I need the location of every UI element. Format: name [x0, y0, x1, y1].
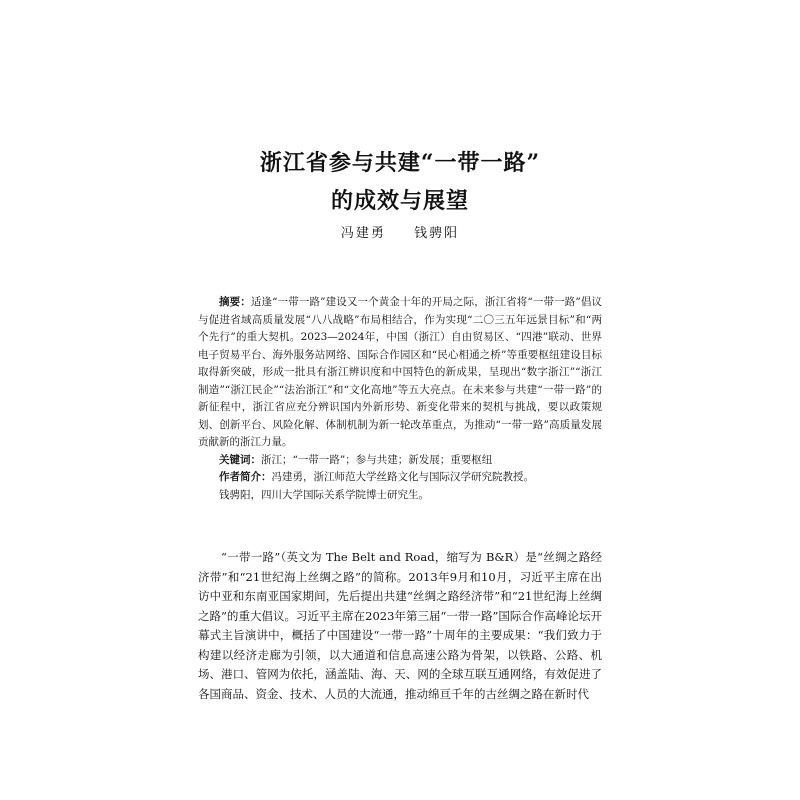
abstract-text: 适逢“一带一路”建设又一个黄金十年的开局之际，浙江省将“一带一路”倡议与促进省域高质量发展“八八战略”布局相结合，作为实现“二〇三五年远景目标”和“两个先行”的重大契机。2023—2024年，中国（浙江）自由贸易区、“四港”联动、世界电子贸易平台、海外服务站网络、国际合作园区和“民心相通之桥”等重要枢纽建设目标取得新突破，形成一批具有浙江辨识度和中国特色的新成果，呈现出“数字浙江”“浙江制造”“浙江民企”“法治浙江”和“文化高地”等五大亮点。在未来参与共建“一带一路”的新征程中，浙江省应充分辨识国内外新形势、新变化带来的契机与挑战，要以政策规划、创新平台、风险化解、体制机制为新一轮改革重点，为推动“一带一路”高质量发展贡献新的浙江力量。: [198, 296, 602, 448]
keywords-text: 浙江；“一带一路”；参与共建；新发展；重要枢纽: [261, 453, 493, 466]
author-name: 冯建勇: [340, 226, 386, 241]
author-intro-line2: 钱骋阳，四川大学国际关系学院博士研究生。: [219, 488, 429, 501]
abstract-section: [198, 294, 602, 504]
abstract: [198, 294, 602, 452]
author-name: 钱骋阳: [414, 226, 460, 241]
author-names: [0, 222, 800, 241]
page-title-line1: 浙江省参与共建“一带一路”: [259, 150, 541, 176]
body-paragraph: “一带一路”（英文为 The Belt and Road，缩写为 B&R）是“丝绸之路经济带”和“21世纪海上丝绸之路”的简称。2013年9月和10月，习近平主席在出访中亚和东南亚国家期间，先后提出共建“丝绸之路经济带”和“21世纪海上丝绸之路”的重大倡议。习近平主席在2023年第三届“一带一路”国际合作高峰论坛开幕式主旨演讲中，概括了中国建设“一带一路”十周年的主要成果：“我们致力于构建以经济走廊为引领，以大通道和信息高速公路为骨架，以铁路、公路、机场、港口、管网为依托，涵盖陆、海、天、网的全球互联互通网络，有效促进了各国商品、资金、技术、人员的大流通，推动绵亘千年的古丝绸之路在新时代: [198, 550, 602, 701]
author-intro-label: 作者简介：: [219, 471, 272, 483]
author-intro: [198, 469, 602, 487]
page-title-line2: 的成效与展望: [330, 188, 469, 214]
author-intro-line1: 冯建勇，浙江师范大学丝路文化与国际汉学研究院教授。: [271, 471, 534, 483]
keywords: [198, 452, 602, 470]
body-text: [198, 548, 602, 704]
abstract-label: 摘要：: [219, 296, 251, 308]
keywords-label: 关键词：: [219, 453, 261, 466]
